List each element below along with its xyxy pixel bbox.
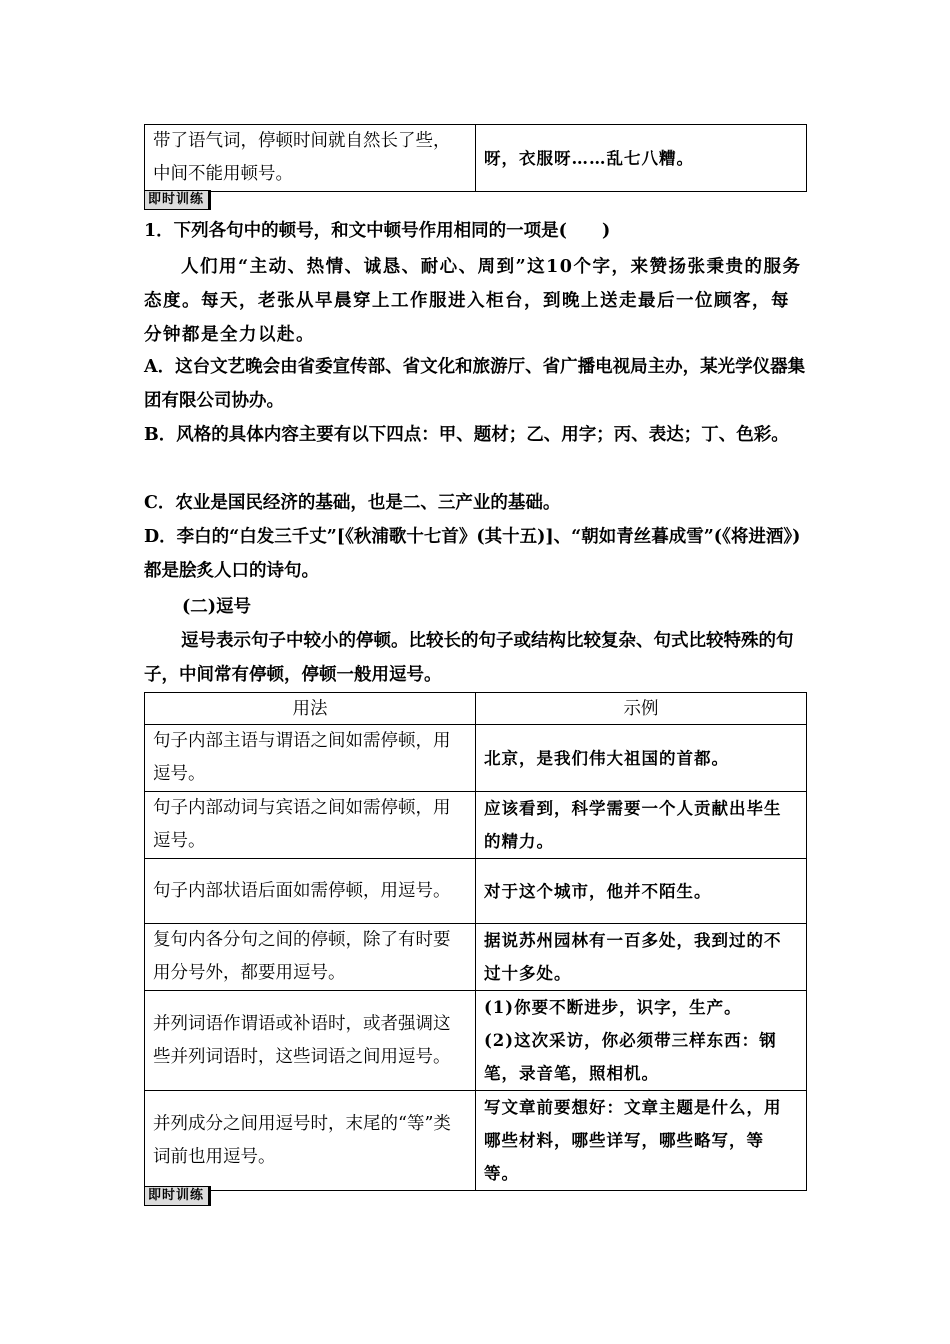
example-cell: 写文章前要想好：文章主题是什么，用哪些材料，哪些详写，哪些略写，等等。 xyxy=(476,1091,807,1191)
example-cell xyxy=(476,991,807,1091)
option-d: D．李白的“白发三千丈”[《秋浦歌十七首》(其十五)]、“朝如青丝暮成雪”(《将进酒》)都是脍炙人口的诗句。 xyxy=(144,527,801,581)
example-cell: 北京，是我们伟大祖国的首都。 xyxy=(476,725,807,792)
section-heading: (二)逗号 xyxy=(182,597,252,617)
table-row xyxy=(145,859,807,924)
table-row xyxy=(145,725,807,792)
table-row xyxy=(145,1091,807,1191)
table-row xyxy=(145,125,807,192)
usage-cell: 句子内部主语与谓语之间如需停顿，用逗号。 xyxy=(145,725,476,792)
usage-cell: 复句内各分句之间的停顿，除了有时要用分号外，都要用逗号。 xyxy=(145,924,476,991)
option-a: A．这台文艺晚会由省委宣传部、省文化和旅游厅、省广播电视局主办，某光学仪器集团有限公司协办。 xyxy=(144,357,806,411)
table-row xyxy=(145,991,807,1091)
usage-cell: 并列成分之间用逗号时，末尾的“等”类词前也用逗号。 xyxy=(145,1091,476,1191)
top-table xyxy=(144,124,807,192)
option-b: B．风格的具体内容主要有以下四点：甲、题材；乙、用字；丙、表达；丁、色彩。 xyxy=(144,425,789,445)
example-cell: 呀，衣服呀……乱七八糟。 xyxy=(476,125,807,192)
example-line-2: (2)这次采访，你必须带三样东西：钢笔，录音笔，照相机。 xyxy=(484,1031,777,1083)
usage-cell: 句子内部状语后面如需停顿，用逗号。 xyxy=(145,859,476,924)
table-header-row xyxy=(145,693,807,725)
option-c: C．农业是国民经济的基础，也是二、三产业的基础。 xyxy=(144,493,561,513)
example-cell: 据说苏州园林有一百多处，我到过的不过十多处。 xyxy=(476,924,807,991)
table-row xyxy=(145,792,807,859)
example-cell: 对于这个城市，他并不陌生。 xyxy=(476,859,807,924)
question-stem: 1．下列各句中的顿号，和文中顿号作用相同的一项是( ) xyxy=(144,221,611,241)
section-intro: 逗号表示句子中较小的停顿。比较长的句子或结构比较复杂、句式比较特殊的句子，中间常有停顿，停顿一般用逗号。 xyxy=(144,631,794,685)
question-passage: 人们用“主动、热情、诚恳、耐心、周到”这10个字，来赞扬张秉贵的服务态度。每天，老张从早晨穿上工作服进入柜台，到晚上送走最后一位顾客，每分钟都是全力以赴。 xyxy=(144,257,802,345)
example-cell: 应该看到，科学需要一个人贡献出毕生的精力。 xyxy=(476,792,807,859)
practice-label: 即时训练 xyxy=(144,190,211,210)
usage-cell: 并列词语作谓语或补语时，或者强调这些并列词语时，这些词语之间用逗号。 xyxy=(145,991,476,1091)
practice-label: 即时训练 xyxy=(144,1186,211,1206)
header-usage: 用法 xyxy=(145,693,476,725)
table-row xyxy=(145,924,807,991)
usage-cell: 句子内部动词与宾语之间如需停顿，用逗号。 xyxy=(145,792,476,859)
header-example: 示例 xyxy=(476,693,807,725)
comma-usage-table xyxy=(144,692,807,1191)
example-line-1: (1)你要不断进步，识字，生产。 xyxy=(484,998,742,1017)
usage-cell: 带了语气词，停顿时间就自然长了些，中间不能用顿号。 xyxy=(145,125,476,192)
